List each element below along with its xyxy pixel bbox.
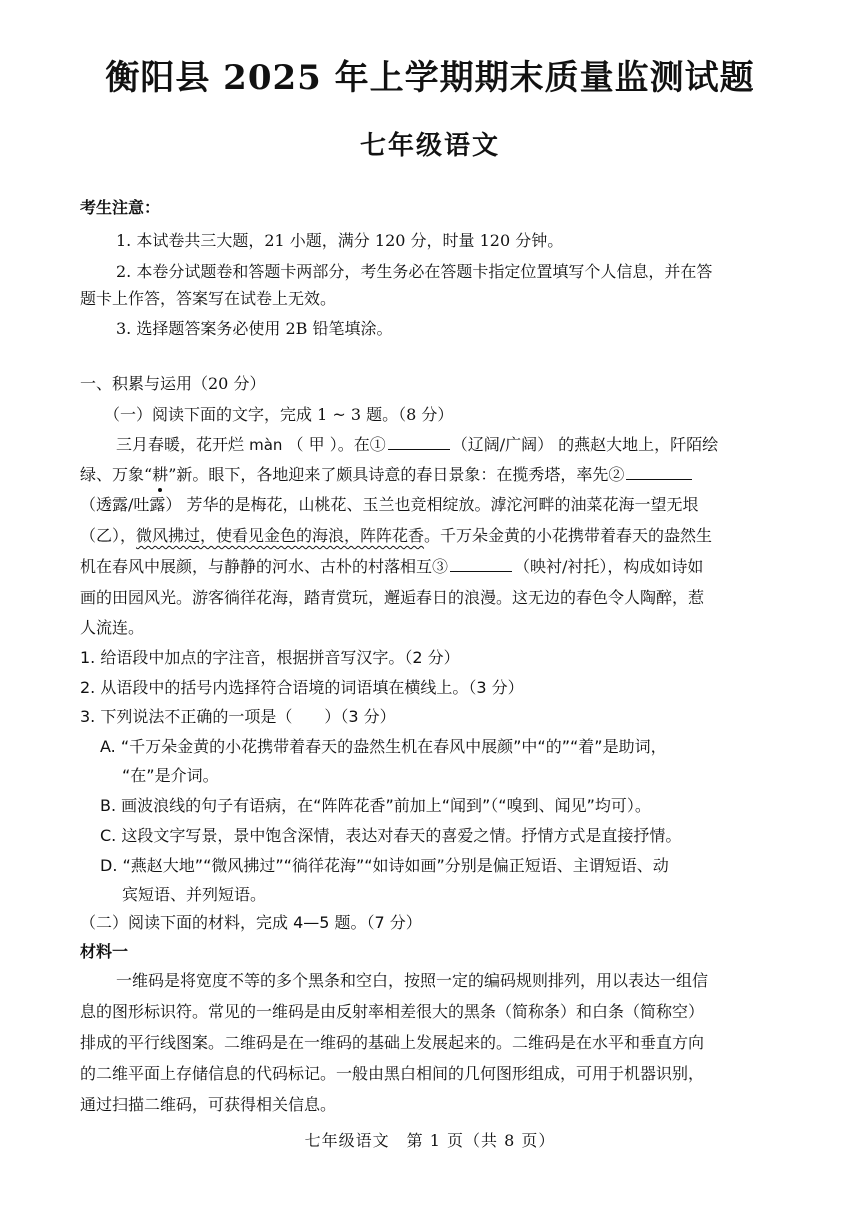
passage-text: （辽阔/广阔） 的燕赵大地上，阡陌绘 bbox=[451, 435, 719, 454]
passage-text: （ 甲 ）。在① bbox=[287, 435, 386, 454]
material1-line: 一维码是将宽度不等的多个黑条和空白，按照一定的编码规则排列，用以表达一组信 bbox=[116, 971, 709, 990]
passage-line-5 bbox=[80, 557, 703, 577]
material1-heading: 材料一 bbox=[80, 942, 129, 961]
section1-heading: 一、积累与运用（20 分） bbox=[80, 374, 266, 393]
material1-line: 排成的平行线图案。二维码是在一维码的基础上发展起来的。二维码是在水平和垂直方向 bbox=[80, 1033, 705, 1052]
passage-text: ”新。眼下，各地迎来了颇具诗意的春日景象：在揽秀塔，率先② bbox=[168, 465, 625, 484]
option-d-line-1: D. “燕赵大地”“微风拂过”“徜徉花海”“如诗如画”分别是偏正短语、主谓短语、动 bbox=[100, 856, 669, 875]
notice-item-2-line-2: 题卡上作答，答案写在试卷上无效。 bbox=[80, 289, 337, 308]
passage-text: 机在春风中展颜，与静静的河水、古朴的村落相互③ bbox=[80, 557, 449, 576]
option-b: B. 画波浪线的句子有语病，在“阵阵花香”前加上“闻到”（“嗅到、闻见”均可）。 bbox=[100, 796, 651, 815]
wavy-underlined-sentence: 微风拂过，使看见金色的海浪，阵阵花香 bbox=[136, 526, 425, 545]
fill-blank-1 bbox=[388, 435, 450, 450]
passage-line-1 bbox=[116, 435, 718, 455]
passage-line-2 bbox=[80, 465, 694, 485]
material1-line: 的二维平面上存储信息的代码标记。一般由黑白相间的几何图形组成，可用于机器识别， bbox=[80, 1064, 705, 1083]
question-3: 3. 下列说法不正确的一项是（ ）（3 分） bbox=[80, 707, 396, 726]
material1-line: 通过扫描二维码，可获得相关信息。 bbox=[80, 1095, 337, 1114]
notice-heading: 考生注意： bbox=[80, 198, 161, 217]
passage-text: （映衬/衬托），构成如诗如 bbox=[514, 557, 704, 576]
option-a-line-1: A. “千万朵金黄的小花携带着春天的盎然生机在春风中展颜”中“的”“着”是助词， bbox=[100, 737, 667, 756]
notice-item-3: 3. 选择题答案务必使用 2B 铅笔填涂。 bbox=[116, 319, 393, 338]
passage-text: 绿、万象“ bbox=[80, 465, 153, 484]
passage-line-3: （透露/吐露） 芳华的是梅花，山桃花、玉兰也竞相绽放。滹沱河畔的油菜花海一望无垠 bbox=[80, 495, 699, 514]
exam-subtitle: 七年级语文 bbox=[359, 131, 500, 161]
passage-text: 三月春暖，花开烂 bbox=[116, 435, 245, 454]
question-2: 2. 从语段中的括号内选择符合语境的词语填在横线上。（3 分） bbox=[80, 678, 524, 697]
option-d-line-2: 宾短语、并列短语。 bbox=[122, 885, 267, 904]
passage-text: （乙）， bbox=[80, 526, 137, 545]
question-1: 1. 给语段中加点的字注音，根据拼音写汉字。（2 分） bbox=[80, 648, 460, 667]
page-footer: 七年级语文 第 1 页（共 8 页） bbox=[304, 1131, 556, 1150]
pinyin-label: màn bbox=[249, 436, 283, 454]
exam-title: 衡阳县 2025 年上学期期末质量监测试题 bbox=[105, 58, 755, 98]
part2-heading: （二）阅读下面的材料，完成 4—5 题。（7 分） bbox=[80, 913, 422, 932]
option-c: C. 这段文字写景，景中饱含深情，表达对春天的喜爱之情。抒情方式是直接抒情。 bbox=[100, 826, 682, 845]
passage-line-7: 人流连。 bbox=[80, 618, 145, 637]
passage-line-4 bbox=[80, 526, 712, 546]
material1-line: 息的图形标识符。常见的一维码是由反射率相差很大的黑条（简称条）和白条（简称空） bbox=[80, 1002, 705, 1021]
passage-line-6: 画的田园风光。游客徜徉花海，踏青赏玩，邂逅春日的浪漫。这无边的春色令人陶醉，惹 bbox=[80, 588, 705, 607]
notice-item-2-line-1: 2. 本卷分试题卷和答题卡两部分，考生务必在答题卡指定位置填写个人信息，并在答 bbox=[116, 262, 713, 281]
part1-heading: （一）阅读下面的文字，完成 1 ~ 3 题。（8 分） bbox=[104, 405, 454, 424]
passage-text: 。千万朵金黄的小花携带着春天的盎然生 bbox=[424, 526, 713, 545]
notice-item-1: 1. 本试卷共三大题，21 小题，满分 120 分，时量 120 分钟。 bbox=[116, 231, 564, 250]
fill-blank-2 bbox=[626, 465, 692, 480]
fill-blank-3 bbox=[450, 557, 512, 572]
option-a-line-2: “在”是介词。 bbox=[122, 766, 219, 785]
dotted-character: 耕 bbox=[152, 465, 169, 484]
